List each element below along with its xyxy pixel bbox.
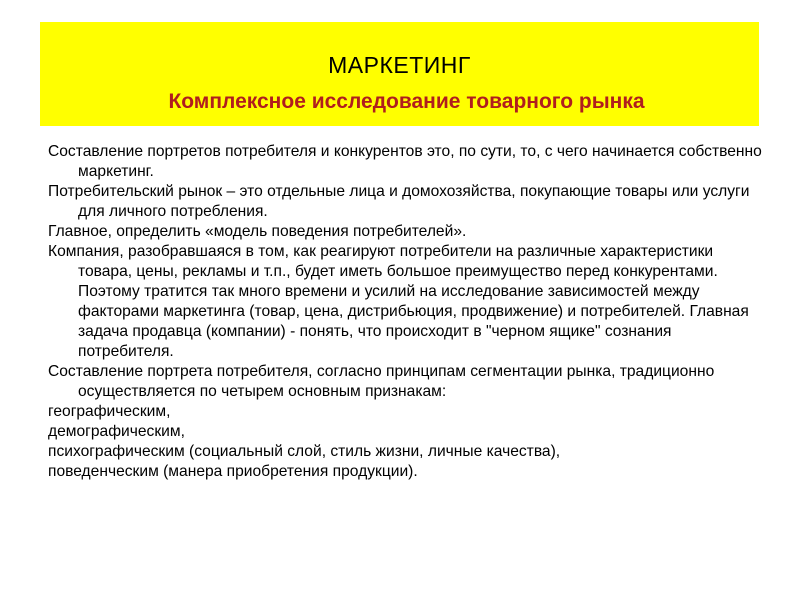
slide-subtitle: Комплексное исследование товарного рынка [168,90,645,113]
title-banner [40,22,759,126]
slide-title: МАРКЕТИНГ [328,52,471,78]
criterion-demographic: демографическим, [48,423,185,440]
paragraph-4: Компания, разобравшаяся в том, как реагируют потребители на различные характеристики товара, цены, рекламы и т.п., будет иметь большое преимущество перед конкурентами. Поэтому тратится так много времени и усилий на исследование зависимостей между факторами маркетинга (товар, цена, дистрибьюция, продвижение) и потребителей. Главная задача продавца (компании) - понять, что происходит в "черном ящике" сознания потребителя. [48,243,749,360]
slide-body [48,142,768,482]
criterion-psychographic: психографическим (социальный слой, стиль жизни, личные качества), [48,443,561,460]
criterion-behavioral: поведенческим (манера приобретения продукции). [48,463,418,480]
paragraph-2: Потребительский рынок – это отдельные лица и домохозяйства, покупающие товары или услуги для личного потребления. [48,183,750,220]
paragraph-3: Главное, определить «модель поведения потребителей». [48,223,467,240]
criterion-geographic: географическим, [48,403,171,420]
paragraph-1: Составление портретов потребителя и конкурентов это, по сути, то, с чего начинается собственно маркетинг. [48,143,762,180]
paragraph-5: Составление портрета потребителя, согласно принципам сегментации рынка, традиционно осуществляется по четырем основным признакам: [48,363,715,400]
